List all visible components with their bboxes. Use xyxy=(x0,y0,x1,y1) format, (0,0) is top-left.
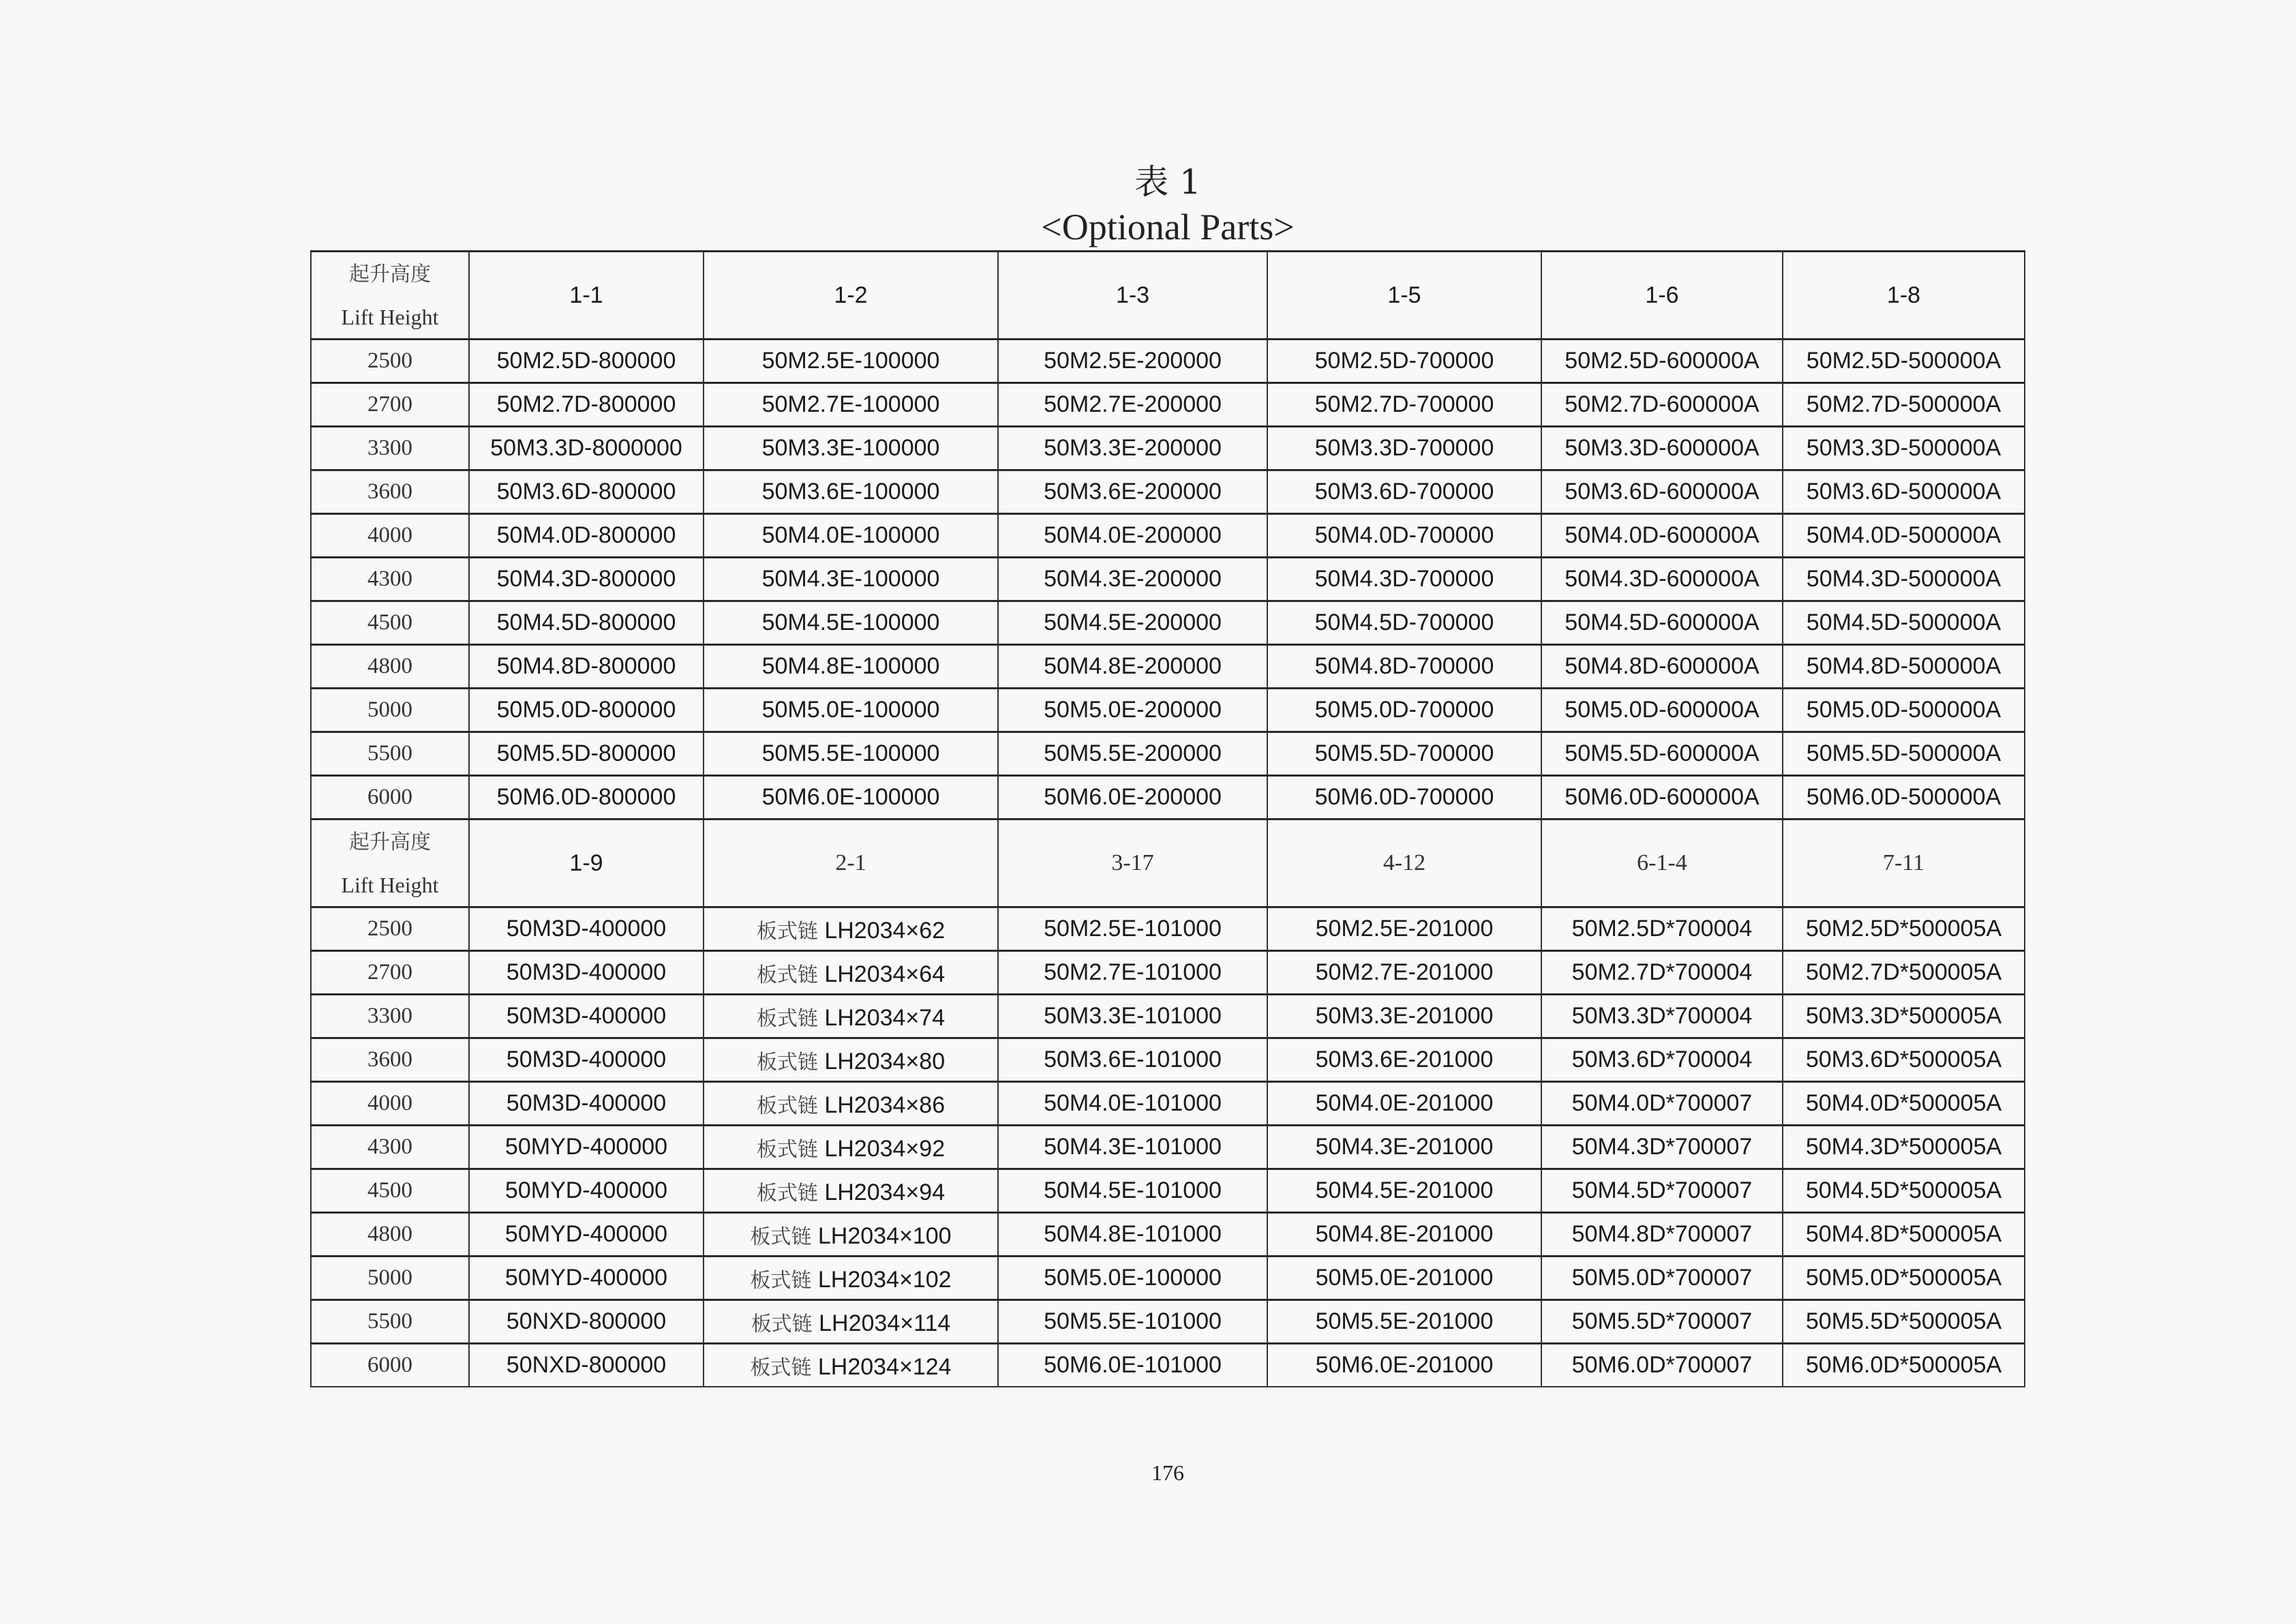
chain-type-label: 板式链 xyxy=(756,1137,818,1162)
lift-height-header xyxy=(311,252,469,340)
chain-type-label: 板式链 xyxy=(756,919,818,944)
part-number-cell xyxy=(704,995,998,1038)
part-number-cell: 50M4.8D-600000A xyxy=(1541,645,1783,689)
part-number-cell: 50M4.8D-500000A xyxy=(1783,645,2025,689)
lift-height-cell: 4500 xyxy=(311,1169,469,1213)
part-number-cell: 50M2.7D-700000 xyxy=(1267,383,1541,427)
part-number-cell: 50M4.3E-101000 xyxy=(998,1126,1267,1169)
part-number-cell: 50M2.5E-201000 xyxy=(1267,907,1541,951)
part-number-cell: 50M4.8D-700000 xyxy=(1267,645,1541,689)
part-number-cell: 50M5.0D*500005A xyxy=(1783,1257,2025,1300)
table-row xyxy=(311,558,2025,601)
chain-spec: LH2034×124 xyxy=(817,1353,952,1380)
part-number-cell: 50M3.3D*700004 xyxy=(1541,995,1783,1038)
table-row xyxy=(311,1038,2025,1082)
part-number-cell xyxy=(704,1126,998,1169)
part-number-cell: 50M5.0E-100000 xyxy=(704,689,998,732)
part-number-cell: 50M2.5E-101000 xyxy=(998,907,1267,951)
chain-spec: LH2034×94 xyxy=(824,1179,946,1205)
column-header: 1-1 xyxy=(469,252,704,340)
part-number-cell: 50M2.5E-100000 xyxy=(704,340,998,383)
part-number-cell: 50M4.0E-101000 xyxy=(998,1082,1267,1126)
part-number-cell: 50M3.3E-201000 xyxy=(1267,995,1541,1038)
part-number-cell: 50M6.0D*500005A xyxy=(1783,1344,2025,1387)
part-number-cell: 50M2.7E-201000 xyxy=(1267,951,1541,995)
chain-spec: LH2034×86 xyxy=(824,1092,946,1118)
lift-height-label-cn: 起升高度 xyxy=(349,830,431,854)
lift-height-cell: 3300 xyxy=(311,427,469,470)
header-row xyxy=(311,252,2025,340)
part-number-cell: 50M4.8D*500005A xyxy=(1783,1213,2025,1257)
part-number-cell: 50M4.5D*500005A xyxy=(1783,1169,2025,1213)
chain-spec: LH2034×92 xyxy=(824,1135,946,1162)
part-number-cell: 50M4.3D-600000A xyxy=(1541,558,1783,601)
part-number-cell: 50M3.6D*500005A xyxy=(1783,1038,2025,1082)
table-row xyxy=(311,776,2025,819)
part-number-cell: 50M5.5D-800000 xyxy=(469,732,704,776)
part-number-cell: 50M4.3E-201000 xyxy=(1267,1126,1541,1169)
part-number-cell: 50M3.6E-101000 xyxy=(998,1038,1267,1082)
part-number-cell: 50M4.5D*700007 xyxy=(1541,1169,1783,1213)
part-number-cell: 50M4.5D-800000 xyxy=(469,601,704,645)
part-number-cell: 50M5.0D-700000 xyxy=(1267,689,1541,732)
column-header: 3-17 xyxy=(998,819,1267,907)
part-number-cell xyxy=(704,1213,998,1257)
part-number-cell xyxy=(704,1344,998,1387)
part-number-cell: 50M2.7D-800000 xyxy=(469,383,704,427)
part-number-cell: 50M6.0D-700000 xyxy=(1267,776,1541,819)
part-number-cell: 50M2.7E-100000 xyxy=(704,383,998,427)
chain-type-label: 板式链 xyxy=(751,1312,813,1336)
part-number-cell: 50M4.5D-600000A xyxy=(1541,601,1783,645)
part-number-cell: 50M5.5D-500000A xyxy=(1783,732,2025,776)
column-header: 6-1-4 xyxy=(1541,819,1783,907)
part-number-cell: 50M4.0D-700000 xyxy=(1267,514,1541,558)
part-number-cell: 50M4.3E-100000 xyxy=(704,558,998,601)
table-row xyxy=(311,1344,2025,1387)
chain-spec: LH2034×64 xyxy=(824,961,946,987)
part-number-cell: 50M4.8E-201000 xyxy=(1267,1213,1541,1257)
part-number-cell: 50M3D-400000 xyxy=(469,951,704,995)
lift-height-cell: 2700 xyxy=(311,951,469,995)
part-number-cell: 50M5.5D*700007 xyxy=(1541,1300,1783,1344)
part-number-cell xyxy=(704,1257,998,1300)
lift-height-cell: 6000 xyxy=(311,776,469,819)
column-header: 4-12 xyxy=(1267,819,1541,907)
lift-height-label-en: Lift Height xyxy=(341,305,439,329)
part-number-cell: 50M5.0D-500000A xyxy=(1783,689,2025,732)
part-number-cell: 50M4.3D-800000 xyxy=(469,558,704,601)
lift-height-cell: 4500 xyxy=(311,601,469,645)
table-row xyxy=(311,1082,2025,1126)
chain-type-label: 板式链 xyxy=(750,1224,812,1249)
table-row xyxy=(311,995,2025,1038)
part-number-cell: 50M4.3D*700007 xyxy=(1541,1126,1783,1169)
part-number-cell: 50M4.5E-100000 xyxy=(704,601,998,645)
part-number-cell: 50M3.3E-100000 xyxy=(704,427,998,470)
part-number-cell: 50M4.3D-700000 xyxy=(1267,558,1541,601)
table-row xyxy=(311,1126,2025,1169)
part-number-cell: 50M4.0E-200000 xyxy=(998,514,1267,558)
table-row xyxy=(311,514,2025,558)
part-number-cell: 50M4.5E-200000 xyxy=(998,601,1267,645)
part-number-cell: 50M2.5D-800000 xyxy=(469,340,704,383)
column-header: 1-5 xyxy=(1267,252,1541,340)
chain-type-label: 板式链 xyxy=(750,1268,812,1293)
part-number-cell: 50M3D-400000 xyxy=(469,1038,704,1082)
part-number-cell: 50M4.5D-700000 xyxy=(1267,601,1541,645)
part-number-cell: 50M3.3D-8000000 xyxy=(469,427,704,470)
chain-spec: LH2034×114 xyxy=(819,1310,951,1336)
part-number-cell xyxy=(704,1082,998,1126)
lift-height-cell: 4300 xyxy=(311,558,469,601)
part-number-cell: 50M5.5E-200000 xyxy=(998,732,1267,776)
part-number-cell: 50M3.3D-700000 xyxy=(1267,427,1541,470)
part-number-cell: 50M4.8E-101000 xyxy=(998,1213,1267,1257)
lift-height-cell: 4000 xyxy=(311,1082,469,1126)
table-row xyxy=(311,1300,2025,1344)
part-number-cell: 50M6.0D-600000A xyxy=(1541,776,1783,819)
part-number-cell: 50M2.5D-700000 xyxy=(1267,340,1541,383)
part-number-cell: 50M4.0D-800000 xyxy=(469,514,704,558)
part-number-cell: 50M6.0E-200000 xyxy=(998,776,1267,819)
part-number-cell: 50MYD-400000 xyxy=(469,1169,704,1213)
lift-height-cell: 3600 xyxy=(311,1038,469,1082)
table-row xyxy=(311,732,2025,776)
part-number-cell: 50M4.8E-100000 xyxy=(704,645,998,689)
column-header: 1-3 xyxy=(998,252,1267,340)
table-title-cn: 表 1 xyxy=(1134,162,1201,202)
table-row xyxy=(311,340,2025,383)
chain-type-label: 板式链 xyxy=(756,1006,818,1031)
table-row xyxy=(311,907,2025,951)
part-number-cell: 50M3.6E-100000 xyxy=(704,470,998,514)
optional-parts-table xyxy=(310,250,2025,1387)
part-number-cell: 50M3.3D*500005A xyxy=(1783,995,2025,1038)
lift-height-cell: 6000 xyxy=(311,1344,469,1387)
part-number-cell: 50M2.7D*500005A xyxy=(1783,951,2025,995)
part-number-cell: 50M2.7D*700004 xyxy=(1541,951,1783,995)
part-number-cell xyxy=(704,951,998,995)
part-number-cell: 50M5.5E-100000 xyxy=(704,732,998,776)
part-number-cell: 50M6.0E-201000 xyxy=(1267,1344,1541,1387)
part-number-cell: 50M3.3D-500000A xyxy=(1783,427,2025,470)
lift-height-label-cn: 起升高度 xyxy=(349,262,431,286)
part-number-cell: 50M3.3D-600000A xyxy=(1541,427,1783,470)
part-number-cell: 50M5.0E-201000 xyxy=(1267,1257,1541,1300)
part-number-cell xyxy=(704,1300,998,1344)
part-number-cell: 50M4.5E-101000 xyxy=(998,1169,1267,1213)
chain-type-label: 板式链 xyxy=(756,963,818,987)
part-number-cell: 50M3D-400000 xyxy=(469,1082,704,1126)
part-number-cell: 50M4.8D*700007 xyxy=(1541,1213,1783,1257)
chain-spec: LH2034×100 xyxy=(817,1222,952,1249)
part-number-cell: 50M4.5E-201000 xyxy=(1267,1169,1541,1213)
part-number-cell: 50M5.0D-600000A xyxy=(1541,689,1783,732)
part-number-cell: 50M2.7E-200000 xyxy=(998,383,1267,427)
table-row xyxy=(311,951,2025,995)
part-number-cell: 50M2.5D-500000A xyxy=(1783,340,2025,383)
chain-spec: LH2034×102 xyxy=(817,1266,952,1293)
part-number-cell: 50M4.0E-201000 xyxy=(1267,1082,1541,1126)
lift-height-cell: 3300 xyxy=(311,995,469,1038)
part-number-cell: 50M6.0D-500000A xyxy=(1783,776,2025,819)
part-number-cell: 50M3.6D-500000A xyxy=(1783,470,2025,514)
part-number-cell: 50MYD-400000 xyxy=(469,1213,704,1257)
part-number-cell: 50M2.5E-200000 xyxy=(998,340,1267,383)
lift-height-cell: 5500 xyxy=(311,1300,469,1344)
chain-spec: LH2034×80 xyxy=(824,1048,946,1074)
table-row xyxy=(311,1169,2025,1213)
part-number-cell: 50M5.5D-600000A xyxy=(1541,732,1783,776)
part-number-cell: 50M4.3E-200000 xyxy=(998,558,1267,601)
part-number-cell: 50M6.0E-100000 xyxy=(704,776,998,819)
part-number-cell: 50M6.0D*700007 xyxy=(1541,1344,1783,1387)
column-header: 1-9 xyxy=(469,819,704,907)
lift-height-cell: 4000 xyxy=(311,514,469,558)
lift-height-cell: 4300 xyxy=(311,1126,469,1169)
header-row xyxy=(311,819,2025,907)
part-number-cell: 50M4.0E-100000 xyxy=(704,514,998,558)
part-number-cell: 50M2.7D-600000A xyxy=(1541,383,1783,427)
part-number-cell: 50M3.6E-201000 xyxy=(1267,1038,1541,1082)
table-row xyxy=(311,1213,2025,1257)
table-row xyxy=(311,689,2025,732)
part-number-cell: 50M2.7D-500000A xyxy=(1783,383,2025,427)
lift-height-cell: 4800 xyxy=(311,645,469,689)
part-number-cell: 50M3.6E-200000 xyxy=(998,470,1267,514)
chain-spec: LH2034×62 xyxy=(824,917,946,944)
lift-height-header xyxy=(311,819,469,907)
column-header: 1-2 xyxy=(704,252,998,340)
table-row xyxy=(311,383,2025,427)
part-number-cell: 50M5.5E-101000 xyxy=(998,1300,1267,1344)
part-number-cell: 50M4.5D-500000A xyxy=(1783,601,2025,645)
lift-height-label-en: Lift Height xyxy=(341,873,439,897)
part-number-cell: 50M4.3D*500005A xyxy=(1783,1126,2025,1169)
chain-spec: LH2034×74 xyxy=(824,1004,946,1031)
part-number-cell xyxy=(704,1038,998,1082)
lift-height-cell: 2500 xyxy=(311,340,469,383)
part-number-cell: 50M2.5D*700004 xyxy=(1541,907,1783,951)
part-number-cell xyxy=(704,1169,998,1213)
page-number: 176 xyxy=(1151,1460,1184,1485)
lift-height-cell: 5000 xyxy=(311,1257,469,1300)
part-number-cell: 50M4.0D*500005A xyxy=(1783,1082,2025,1126)
part-number-cell: 50M4.8D-800000 xyxy=(469,645,704,689)
part-number-cell: 50M5.5D-700000 xyxy=(1267,732,1541,776)
part-number-cell: 50M5.0E-200000 xyxy=(998,689,1267,732)
lift-height-cell: 5000 xyxy=(311,689,469,732)
column-header: 2-1 xyxy=(704,819,998,907)
column-header: 1-6 xyxy=(1541,252,1783,340)
table-title-en: <Optional Parts> xyxy=(1041,207,1295,247)
lift-height-cell: 3600 xyxy=(311,470,469,514)
chain-type-label: 板式链 xyxy=(756,1181,818,1205)
part-number-cell: 50M3.3E-200000 xyxy=(998,427,1267,470)
part-number-cell: 50M5.0E-100000 xyxy=(998,1257,1267,1300)
part-number-cell: 50M2.5D-600000A xyxy=(1541,340,1783,383)
part-number-cell: 50M4.8E-200000 xyxy=(998,645,1267,689)
part-number-cell: 50M3D-400000 xyxy=(469,907,704,951)
part-number-cell: 50M5.0D-800000 xyxy=(469,689,704,732)
column-header: 7-11 xyxy=(1783,819,2025,907)
table-row xyxy=(311,645,2025,689)
part-number-cell: 50M5.5D*500005A xyxy=(1783,1300,2025,1344)
part-number-cell: 50M5.0D*700007 xyxy=(1541,1257,1783,1300)
column-header: 1-8 xyxy=(1783,252,2025,340)
part-number-cell: 50M6.0D-800000 xyxy=(469,776,704,819)
part-number-cell: 50M4.3D-500000A xyxy=(1783,558,2025,601)
part-number-cell: 50MYD-400000 xyxy=(469,1126,704,1169)
part-number-cell: 50M3D-400000 xyxy=(469,995,704,1038)
part-number-cell xyxy=(704,907,998,951)
part-number-cell: 50M3.6D-800000 xyxy=(469,470,704,514)
table-row xyxy=(311,1257,2025,1300)
part-number-cell: 50M2.5D*500005A xyxy=(1783,907,2025,951)
part-number-cell: 50M3.6D*700004 xyxy=(1541,1038,1783,1082)
chain-type-label: 板式链 xyxy=(756,1094,818,1118)
part-number-cell: 50M4.0D-600000A xyxy=(1541,514,1783,558)
chain-type-label: 板式链 xyxy=(756,1050,818,1074)
lift-height-cell: 2700 xyxy=(311,383,469,427)
table-row xyxy=(311,470,2025,514)
lift-height-cell: 4800 xyxy=(311,1213,469,1257)
chain-type-label: 板式链 xyxy=(750,1355,812,1380)
lift-height-cell: 2500 xyxy=(311,907,469,951)
part-number-cell: 50NXD-800000 xyxy=(469,1344,704,1387)
part-number-cell: 50M3.3E-101000 xyxy=(998,995,1267,1038)
part-number-cell: 50M5.5E-201000 xyxy=(1267,1300,1541,1344)
table-row xyxy=(311,601,2025,645)
part-number-cell: 50M3.6D-600000A xyxy=(1541,470,1783,514)
part-number-cell: 50M4.0D*700007 xyxy=(1541,1082,1783,1126)
part-number-cell: 50M2.7E-101000 xyxy=(998,951,1267,995)
part-number-cell: 50NXD-800000 xyxy=(469,1300,704,1344)
part-number-cell: 50MYD-400000 xyxy=(469,1257,704,1300)
table-row xyxy=(311,427,2025,470)
part-number-cell: 50M4.0D-500000A xyxy=(1783,514,2025,558)
part-number-cell: 50M3.6D-700000 xyxy=(1267,470,1541,514)
lift-height-cell: 5500 xyxy=(311,732,469,776)
part-number-cell: 50M6.0E-101000 xyxy=(998,1344,1267,1387)
